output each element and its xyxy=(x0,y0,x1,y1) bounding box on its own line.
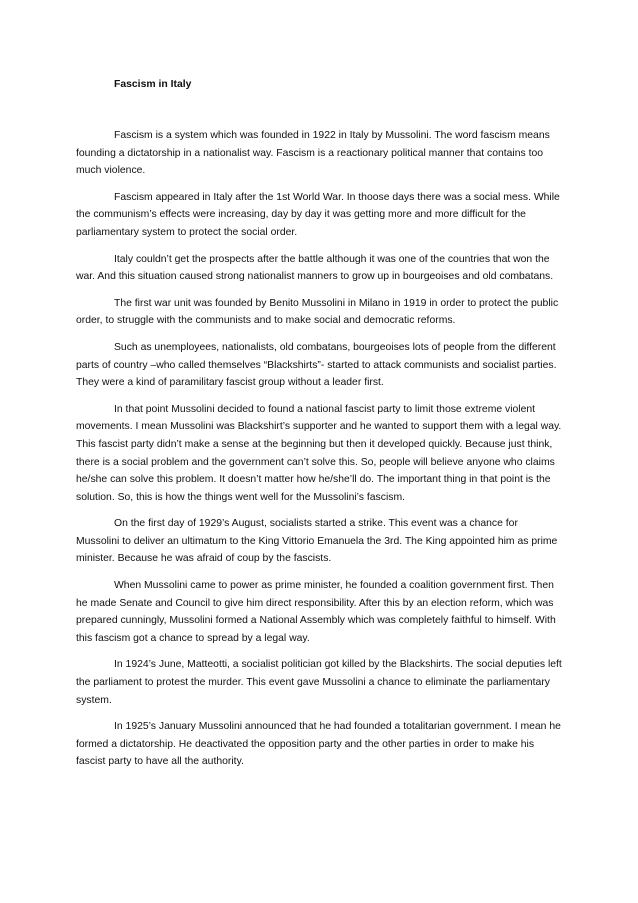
paragraph-10: In 1925’s January Mussolini announced that he had founded a totalitarian government. I mean he formed a dictatorship. He deactivated the opposition party and the other parties in order to make his fascist party to have all the authority. xyxy=(76,721,561,768)
paragraph-9: In 1924’s June, Matteotti, a socialist politician got killed by the Blackshirts. The social deputies left the parliament to protest the murder. This event gave Mussolini a chance to eliminate the parliamentary system. xyxy=(76,659,562,706)
paragraph-6: In that point Mussolini decided to found a national fascist party to limit those extreme violent movements. I mean Mussolini was Blackshirt’s supporter and he wanted to support them with a legal way. This fascist party didn’t make a sense at the beginning but then it developed quickly. Because just think, there is a social problem and the government can’t solve this. So, people will believe anyone who claims he/she can solve this problem. It doesn’t matter how he/she’ll do. The important thing in that point is the solution. So, this is how the things went well for the Mussolini’s fascism. xyxy=(76,403,562,503)
paragraph-7: On the first day of 1929’s August, socialists started a strike. This event was a chance for Mussolini to deliver an ultimatum to the King Vittorio Emanuela the 3rd. The King appointed him as prime minister. Because he was afraid of coup by the fascists. xyxy=(76,518,558,565)
paragraph-2: Fascism appeared in Italy after the 1st World War. In thoose days there was a social mess. While the communism’s effects were increasing, day by day it was getting more and more difficult for the parliamentary system to protect the social order. xyxy=(76,191,560,238)
paragraph-4: The first war unit was founded by Benito Mussolini in Milano in 1919 in order to protect the public order, to struggle with the communists and to make social and democratic reforms. xyxy=(76,297,559,327)
paragraph-8: When Mussolini came to power as prime minister, he founded a coalition government first. Then he made Senate and Council to give him direct responsibility. After this by an election reform, which was prepared cunningly, Mussolini formed a National Assembly which was completely faithful to himself. With this fascism got a chance to spread by a legal way. xyxy=(76,580,556,644)
paragraph-3: Italy couldn’t get the prospects after the battle although it was one of the countries that won the war. And this situation caused strong nationalist manners to grow up in bourgeoises and old combatans. xyxy=(76,253,554,283)
paragraph-1: Fascism is a system which was founded in 1922 in Italy by Mussolini. The word fascism means founding a dictatorship in a nationalist way. Fascism is a reactionary political manner that contains too much violence. xyxy=(76,130,550,177)
document-title: Fascism in Italy xyxy=(114,79,192,90)
document-page xyxy=(76,76,562,780)
paragraph-5: Such as unemployees, nationalists, old combatans, bourgeoises lots of people from the different parts of country –who called themselves “Blackshirts”- started to attack communists and socialist parties. They were a kind of paramilitary fascist group without a leader first. xyxy=(76,341,557,389)
document-body xyxy=(76,127,562,771)
